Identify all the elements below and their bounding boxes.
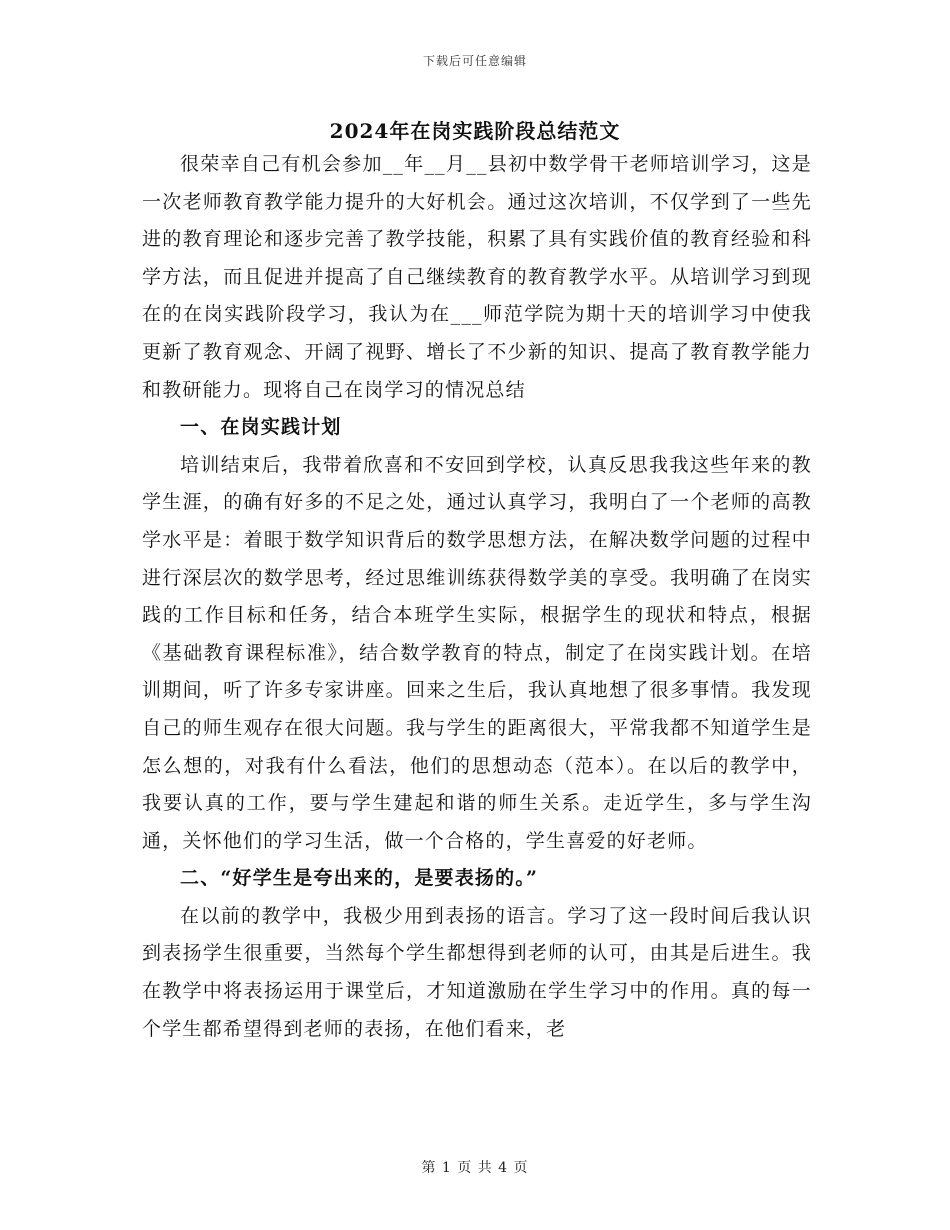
section-1-paragraph: 培训结束后，我带着欣喜和不安回到学校，认真反思我我这些年来的教学生涯，的确有好多的不足之处，通过认真学习，我明白了一个老师的高教学水平是：着眼于数学知识背后的数学思想方法，在解决数学问题的过程中进行深层次的数学思考，经过思维训练获得数学美的享受。我明确了在岗实践的工作目标和任务，结合本班学生实际，根据学生的现状和特点，根据《基础教育课程标准》，结合数学教育的特点，制定了在岗实践计划。在培训期间，听了许多专家讲座。回来之生后，我认真地想了很多事情。我发现自己的师生观存在很大问题。我与学生的距离很大，平常我都不知道学生是怎么想的，对我有什么看法，他们的思想动态（范本）。在以后的教学中，我要认真的工作，要与学生建起和谐的师生关系。走近学生，多与学生沟通，关怀他们的学习生活，做一个合格的，学生喜爱的好老师。	[142, 453, 812, 852]
document-body	[142, 146, 812, 1048]
section-1-heading: 一、在岗实践计划	[180, 416, 342, 439]
intro-paragraph: 很荣幸自己有机会参加__年__月__县初中数学骨干老师培训学习，这是一次老师教育教学能力提升的大好机会。通过这次培训，不仅学到了一些先进的教育理论和逐步完善了教学技能，积累了具有实践价值的教育经验和科学方法，而且促进并提高了自己继续教育的教育教学水平。从培训学习到现在的在岗实践阶段学习，我认为在___师范学院为期十天的培训学习中使我更新了教育观念、开阔了视野、增长了不少新的知识、提高了教育教学能力和教研能力。现将自己在岗学习的情况总结	[142, 153, 812, 401]
section-2-paragraph: 在以前的教学中，我极少用到表扬的语言。学习了这一段时间后我认识到表扬学生很重要，当然每个学生都想得到老师的认可，由其是后进生。我在教学中将表扬运用于课堂后，才知道激励在学生学习中的作用。真的每一个学生都希望得到老师的表扬，在他们看来，老	[142, 904, 812, 1040]
document-title: 2024年在岗实践阶段总结范文	[329, 119, 621, 143]
section-2-heading: 二、“好学生是夸出来的，是要表扬的。”	[180, 867, 539, 890]
page-header: 下载后可任意编辑	[422, 54, 527, 68]
page-footer: 第 1 页 共 4 页	[421, 1160, 529, 1176]
